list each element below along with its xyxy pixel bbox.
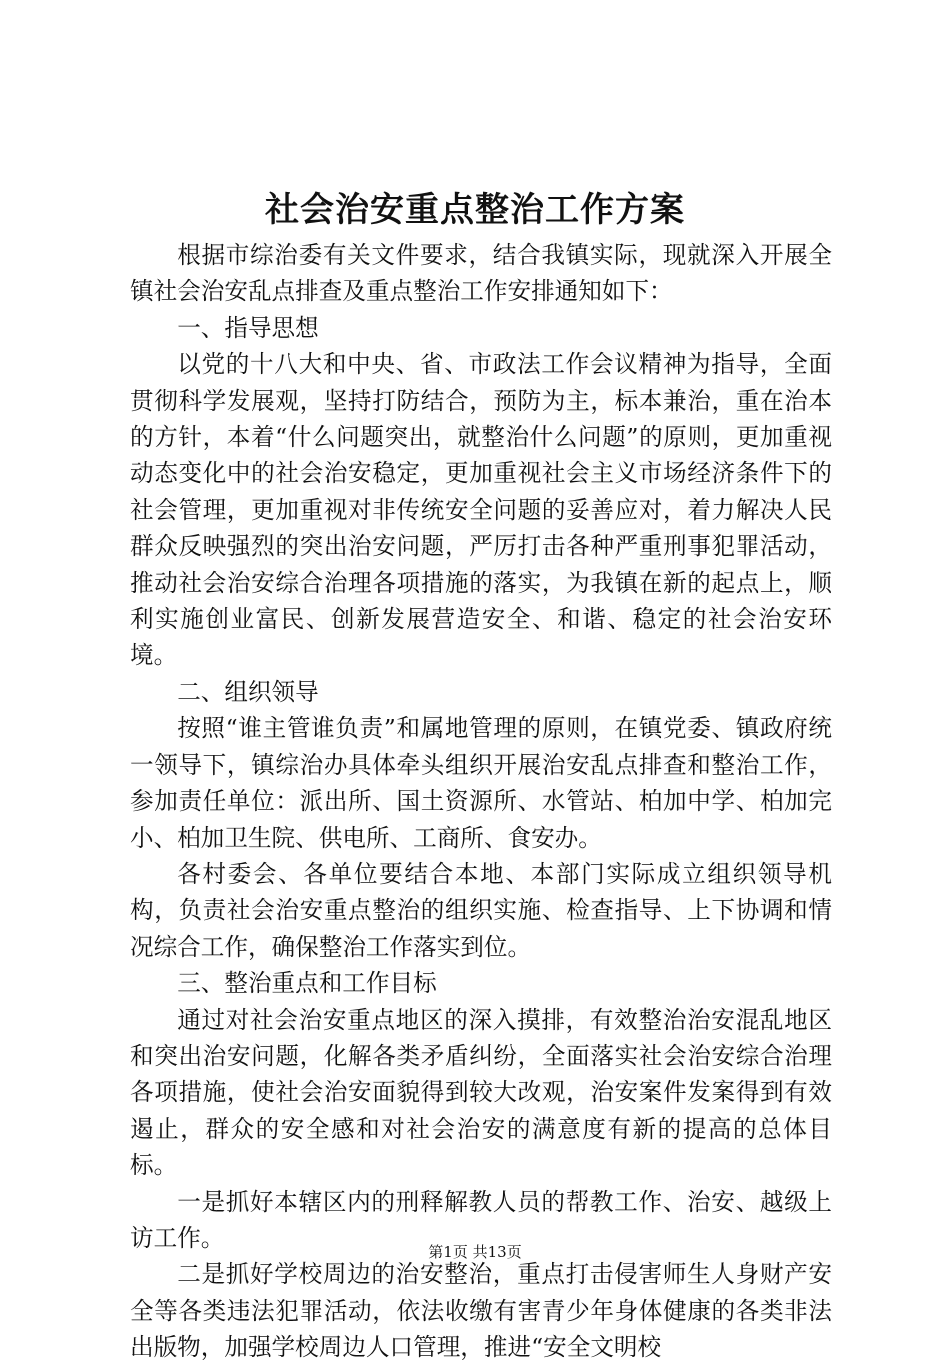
key-point-item-1: 一是抓好本辖区内的刑释解教人员的帮教工作、治安、越级上访工作。	[130, 1187, 832, 1252]
section-heading-organization: 二、组织领导	[177, 677, 319, 706]
intro-paragraph: 根据市综治委有关文件要求，结合我镇实际，现就深入开展全镇社会治安乱点排查及重点整治工作安排通知如下：	[130, 241, 832, 306]
key-points-paragraph: 通过对社会治安重点地区的深入摸排，有效整治治安混乱地区和突出治安问题，化解各类矛盾纠纷，全面落实社会治安综合治理各项措施，使社会治安面貌得到较大改观，治安案件发案得到有效遏止，群众的安全感和对社会治安的满意度有新的提高的总体目标。	[130, 1005, 832, 1180]
document-body	[130, 237, 832, 1366]
page-footer: 第1页 共13页	[428, 1243, 522, 1261]
section-heading-guiding-ideology: 一、指导思想	[177, 313, 319, 342]
document-title: 社会治安重点整治工作方案	[265, 190, 685, 230]
guiding-ideology-paragraph: 以党的十八大和中央、省、市政法工作会议精神为指导，全面贯彻科学发展观，坚持打防结合，预防为主，标本兼治，重在治本的方针，本着“什么问题突出，就整治什么问题”的原则，更加重视动态变化中的社会治安稳定，更加重视社会主义市场经济条件下的社会管理，更加重视对非传统安全问题的妥善应对，着力解决人民群众反映强烈的突出治安问题，严厉打击各种严重刑事犯罪活动，推动社会治安综合治理各项措施的落实，为我镇在新的起点上，顺利实施创业富民、创新发展营造安全、和谐、稳定的社会治安环境。	[130, 350, 832, 670]
key-point-item-2: 二是抓好学校周边的治安整治，重点打击侵害师生人身财产安全等各类违法犯罪活动，依法收缴有害青少年身体健康的各类非法出版物，加强学校周边人口管理，推进“安全文明校	[130, 1260, 832, 1362]
organization-paragraph: 按照“谁主管谁负责”和属地管理的原则，在镇党委、镇政府统一领导下，镇综治办具体牵头组织开展治安乱点排查和整治工作，参加责任单位：派出所、国土资源所、水管站、柏加中学、柏加完小、柏加卫生院、供电所、工商所、食安办。	[130, 714, 832, 852]
section-heading-key-points: 三、整治重点和工作目标	[177, 969, 437, 998]
organization-paragraph-2: 各村委会、各单位要结合本地、本部门实际成立组织领导机构，负责社会治安重点整治的组织实施、检查指导、上下协调和情况综合工作，确保整治工作落实到位。	[130, 859, 832, 961]
